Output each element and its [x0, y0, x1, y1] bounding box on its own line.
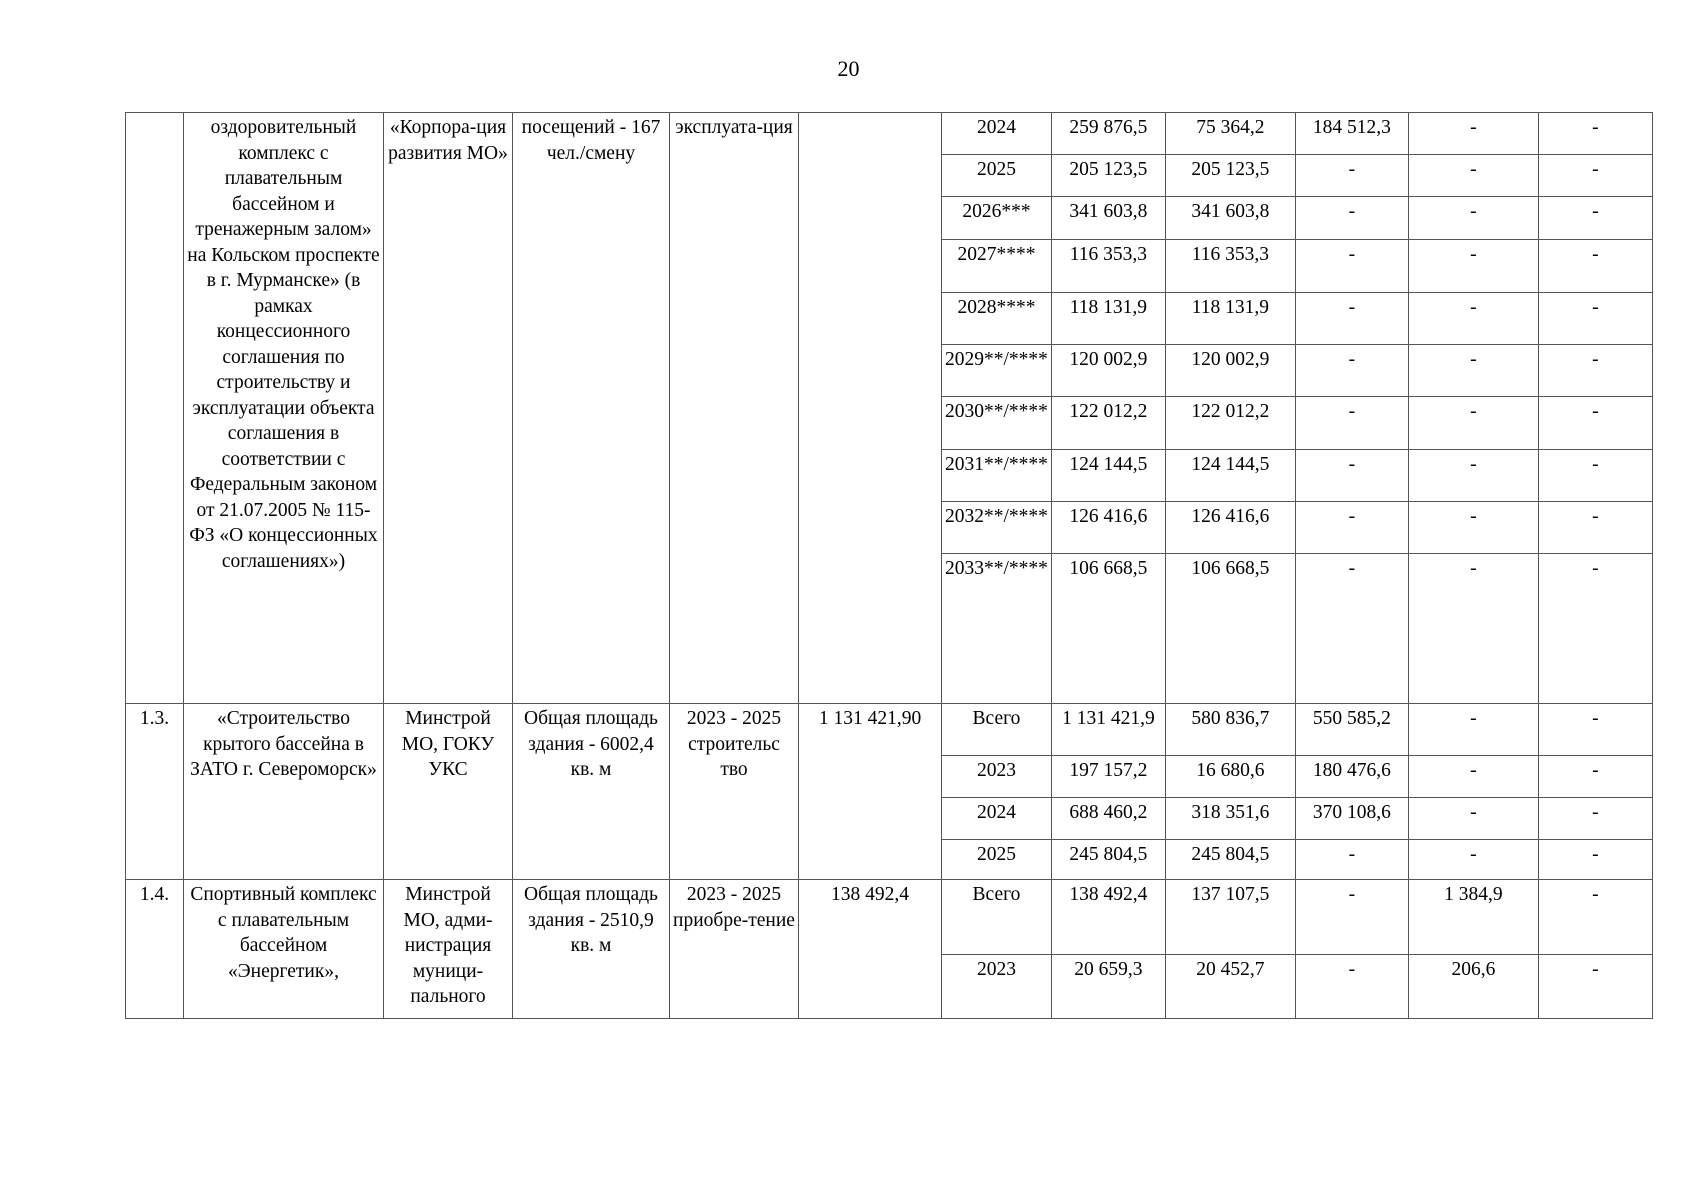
total-cell: 688 460,2 [1051, 798, 1165, 840]
fund-cell: - [1408, 292, 1538, 344]
fund-cell: - [1295, 397, 1408, 449]
fund-cell: - [1538, 840, 1652, 880]
fund-cell: 180 476,6 [1295, 756, 1408, 798]
year-cell: 2029**/**** [942, 345, 1052, 397]
fund-cell: - [1538, 292, 1652, 344]
fund-cell: - [1538, 155, 1652, 197]
total-cell: 118 131,9 [1051, 292, 1165, 344]
year-cell: 2025 [942, 840, 1052, 880]
fund-cell: - [1295, 501, 1408, 553]
row-b-executor-cell: Минстрой МО, ГОКУ УКС [384, 704, 513, 880]
total-cell: 126 416,6 [1051, 501, 1165, 553]
year-cell: Всего [942, 880, 1052, 955]
row-c-cost-cell: 138 492,4 [799, 880, 942, 1019]
year-cell: 2023 [942, 955, 1052, 1019]
row-a-type-cell: эксплуата-ция [670, 113, 799, 704]
row-c-capacity-cell: Общая площадь здания - 2510,9 кв. м [513, 880, 670, 1019]
fund-cell: - [1538, 113, 1652, 155]
fund-cell: - [1538, 501, 1652, 553]
total-cell: 122 012,2 [1051, 397, 1165, 449]
fund-cell: 122 012,2 [1165, 397, 1295, 449]
fund-cell: - [1295, 449, 1408, 501]
fund-cell: 137 107,5 [1165, 880, 1295, 955]
fund-cell: 116 353,3 [1165, 239, 1295, 292]
fund-cell: 1 384,9 [1408, 880, 1538, 955]
fund-cell: - [1295, 155, 1408, 197]
fund-cell: 370 108,6 [1295, 798, 1408, 840]
fund-cell: - [1538, 955, 1652, 1019]
row-a-capacity-cell: посещений - 167 чел./смену [513, 113, 670, 704]
row-b-period-cell: 2023 - 2025 строительс тво [670, 704, 799, 880]
row-c-executor-cell: Минстрой МО, адми-нистрация муници-пального [384, 880, 513, 1019]
year-cell: 2024 [942, 113, 1052, 155]
fund-cell: - [1538, 704, 1652, 756]
total-cell: 138 492,4 [1051, 880, 1165, 955]
row-b-no-cell: 1.3. [126, 704, 184, 880]
total-cell: 1 131 421,9 [1051, 704, 1165, 756]
total-cell: 245 804,5 [1051, 840, 1165, 880]
row-a-cost-cell [799, 113, 942, 704]
fund-cell: 184 512,3 [1295, 113, 1408, 155]
total-cell: 106 668,5 [1051, 554, 1165, 704]
fund-cell: - [1295, 345, 1408, 397]
fund-cell: - [1408, 239, 1538, 292]
fund-cell: 245 804,5 [1165, 840, 1295, 880]
row-b-capacity-cell: Общая площадь здания - 6002,4 кв. м [513, 704, 670, 880]
fund-cell: - [1295, 955, 1408, 1019]
total-cell: 120 002,9 [1051, 345, 1165, 397]
year-cell: 2030**/**** [942, 397, 1052, 449]
row-a-no-cell [126, 113, 184, 704]
fund-cell: - [1538, 345, 1652, 397]
page-number: 20 [837, 56, 860, 81]
total-cell: 205 123,5 [1051, 155, 1165, 197]
row-b-cost-cell: 1 131 421,90 [799, 704, 942, 880]
fund-cell: 118 131,9 [1165, 292, 1295, 344]
fund-cell: 126 416,6 [1165, 501, 1295, 553]
fund-cell: - [1408, 155, 1538, 197]
fund-cell: - [1538, 554, 1652, 704]
fund-cell: - [1538, 449, 1652, 501]
fund-cell: 120 002,9 [1165, 345, 1295, 397]
fund-cell: 20 452,7 [1165, 955, 1295, 1019]
year-cell: 2028**** [942, 292, 1052, 344]
fund-cell: - [1408, 840, 1538, 880]
year-cell: 2032**/**** [942, 501, 1052, 553]
fund-cell: 550 585,2 [1295, 704, 1408, 756]
fund-cell: - [1408, 113, 1538, 155]
row-c-period-cell: 2023 - 2025 приобре-тение [670, 880, 799, 1019]
fund-cell: - [1408, 345, 1538, 397]
table-row [126, 704, 1653, 756]
fund-cell: - [1408, 397, 1538, 449]
fund-cell: 124 144,5 [1165, 449, 1295, 501]
fund-cell: - [1538, 880, 1652, 955]
year-cell: 2031**/**** [942, 449, 1052, 501]
fund-cell: 580 836,7 [1165, 704, 1295, 756]
fund-cell: - [1408, 449, 1538, 501]
table-row [126, 880, 1653, 955]
fund-cell: - [1408, 197, 1538, 239]
fund-cell: - [1538, 798, 1652, 840]
fund-cell: - [1295, 292, 1408, 344]
fund-cell: 106 668,5 [1165, 554, 1295, 704]
row-a-name-cell: оздоровительный комплекс с плавательным бассейном и тренажерным залом» на Кольском проспекте в г. Мурманске» (в рамках концессионного соглашения по строительству и эксплуатации объекта соглашения в соответствии с Федеральным законом от 21.07.2005 № 115-ФЗ «О концессионных соглашениях») [184, 113, 384, 704]
fund-cell: - [1408, 501, 1538, 553]
total-cell: 197 157,2 [1051, 756, 1165, 798]
table-row [126, 113, 1653, 155]
fund-cell: - [1538, 397, 1652, 449]
fund-cell: - [1408, 704, 1538, 756]
fund-cell: - [1295, 554, 1408, 704]
fund-cell: - [1295, 197, 1408, 239]
fund-cell: - [1538, 239, 1652, 292]
row-a-executor-cell: «Корпора-ция развития МО» [384, 113, 513, 704]
year-cell: Всего [942, 704, 1052, 756]
year-cell: 2033**/**** [942, 554, 1052, 704]
year-cell: 2024 [942, 798, 1052, 840]
fund-cell: - [1408, 756, 1538, 798]
row-c-name-cell: Спортивный комплекс с плавательным бассейном «Энергетик», [184, 880, 384, 1019]
year-cell: 2027**** [942, 239, 1052, 292]
row-c-no-cell: 1.4. [126, 880, 184, 1019]
fund-cell: 206,6 [1408, 955, 1538, 1019]
fund-cell: 75 364,2 [1165, 113, 1295, 155]
row-b-name-cell: «Строительство крытого бассейна в ЗАТО г. Североморск» [184, 704, 384, 880]
fund-cell: - [1538, 756, 1652, 798]
fund-cell: - [1538, 197, 1652, 239]
year-cell: 2025 [942, 155, 1052, 197]
total-cell: 20 659,3 [1051, 955, 1165, 1019]
year-cell: 2023 [942, 756, 1052, 798]
fund-cell: 16 680,6 [1165, 756, 1295, 798]
total-cell: 341 603,8 [1051, 197, 1165, 239]
fund-cell: - [1408, 798, 1538, 840]
fund-cell: - [1408, 554, 1538, 704]
total-cell: 259 876,5 [1051, 113, 1165, 155]
fund-cell: - [1295, 239, 1408, 292]
program-table [125, 112, 1653, 1019]
year-cell: 2026*** [942, 197, 1052, 239]
fund-cell: 318 351,6 [1165, 798, 1295, 840]
fund-cell: 205 123,5 [1165, 155, 1295, 197]
fund-cell: - [1295, 840, 1408, 880]
total-cell: 116 353,3 [1051, 239, 1165, 292]
fund-cell: - [1295, 880, 1408, 955]
fund-cell: 341 603,8 [1165, 197, 1295, 239]
total-cell: 124 144,5 [1051, 449, 1165, 501]
